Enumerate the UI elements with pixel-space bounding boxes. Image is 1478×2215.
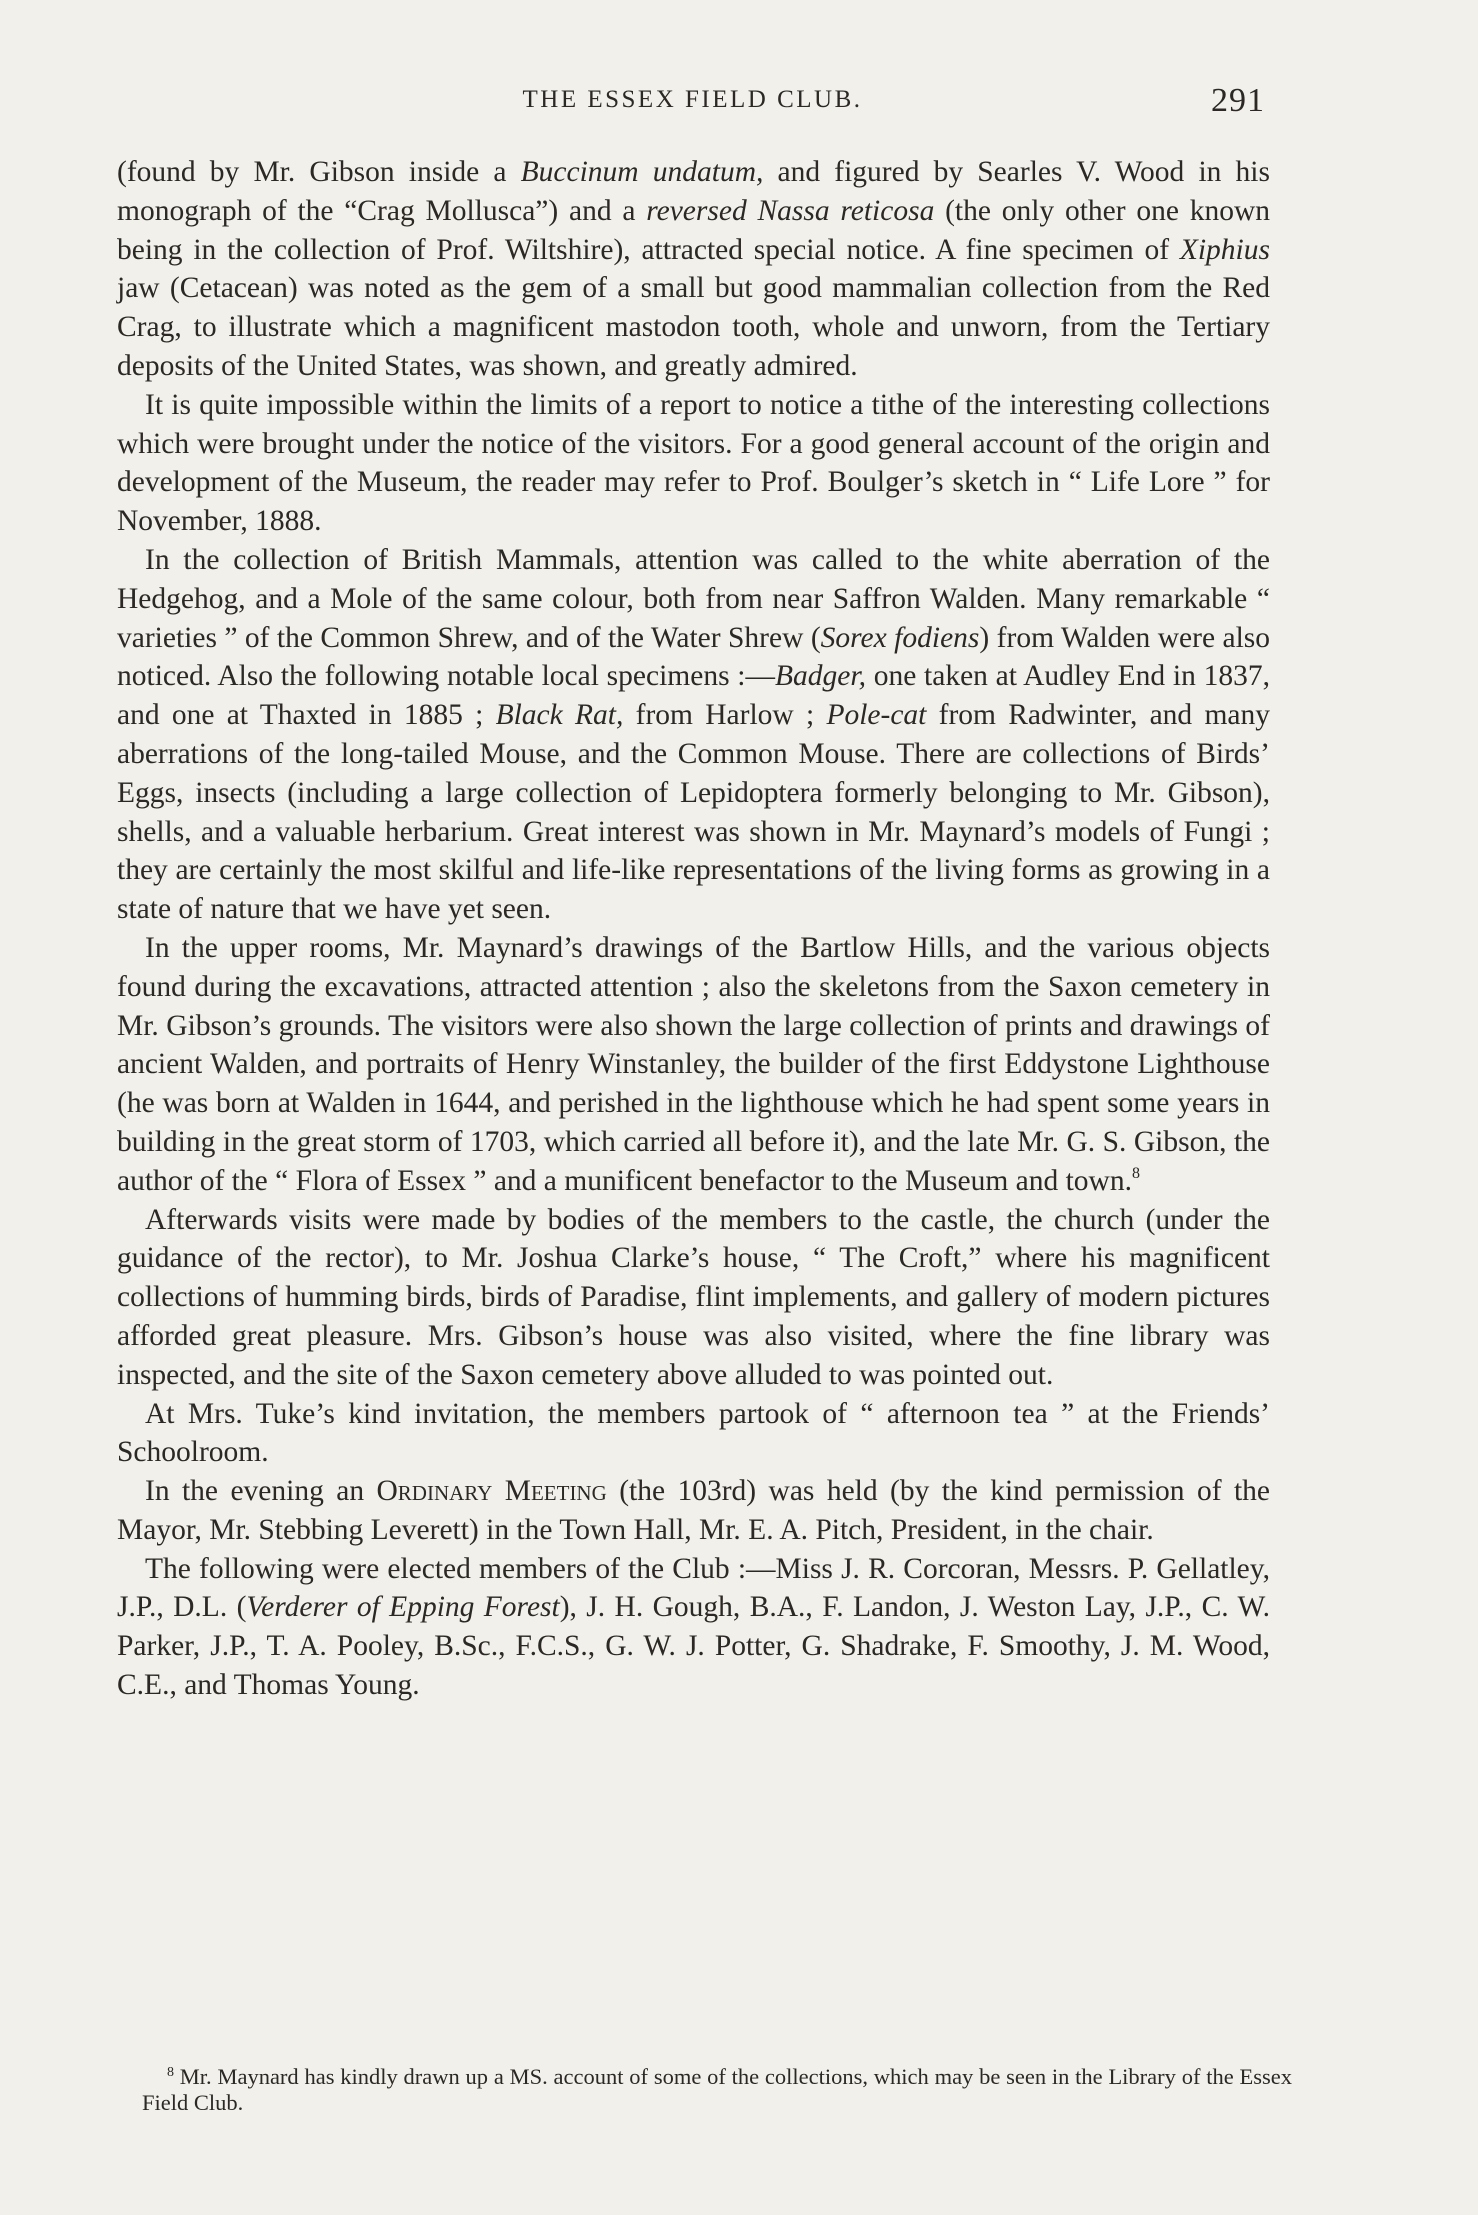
text-run: and figured by Searles V. Wood in his monograph of the “Crag Mollusca”) and a (117, 156, 1270, 227)
page-number: 291 (1211, 82, 1265, 119)
paragraph-upper-rooms (117, 929, 1270, 1201)
text-run: The following were elected members of the Club :—Miss J. R. Corcoran, Messrs. P. Gellatley, J.P., D.L. ( (117, 1552, 1270, 1624)
running-head (120, 82, 1265, 132)
italic-taxon: Buccinum undatum, (520, 156, 764, 188)
paragraph-specimens (117, 153, 1270, 386)
text-run: In the evening an (145, 1475, 377, 1508)
text-run: (found by Mr. Gibson inside a (117, 156, 521, 188)
footnote-marker: 8 (167, 2065, 174, 2080)
small-caps-heading: Ordinary Meeting (376, 1475, 607, 1508)
footnote-text: Mr. Maynard has kindly drawn up a MS. account of some of the collections, which may be seen in the Library of the Essex Field Club. (142, 2064, 1292, 2115)
text-run: In the collection of British Mammals, attention was called to the white aberration of the Hedgehog, and a Mole of the same colour, both from near Saffron Walden. Many remarkable “ varieties ” of the Common Shrew, and of the Water Shrew ( (117, 543, 1270, 654)
footnotes (142, 2064, 1292, 2116)
italic-taxon: reversed Nassa reticosa (646, 194, 935, 227)
text-run: ), J. H. Gough, B.A., F. Landon, J. Weston Lay, J.P., C. W. Parker, J.P., T. A. Pooley, B.Sc., F.C.S., G. W. J. Potter, G. Shadrake, F. Smoothy, J. M. Wood, C.E., and Thomas Young. (117, 1591, 1270, 1702)
paragraph-ordinary-meeting (117, 1472, 1270, 1550)
paragraph-museum-account: It is quite impossible within the limits of a report to notice a tithe of the interesting collections which were brought under the notice of the visitors. For a good general account of the origin and development of the Museum, the reader may refer to Prof. Boulger’s sketch in “ Life Lore ” for November, 1888. (117, 388, 1270, 538)
text-run: from Radwinter, and many aberrations of the long-tailed Mouse, and the Common Mouse. There are collections of Birds’ Eggs, insects (including a large collection of Lepidoptera formerly belonging to Mr. Gibson), shells, and a valuable herbarium. Great interest was shown in Mr. Maynard’s models of Fungi ; they are certainly the most skilful and life-like representations of the living forms as growing in a state of nature that we have yet seen. (117, 699, 1270, 926)
italic-specimen: Badger, (775, 660, 866, 693)
italic-title: Verderer of Epping Forest (246, 1591, 560, 1624)
text-run: ) from Walden were also noticed. Also the following notable local specimens :— (117, 621, 1270, 693)
paragraph-afternoon-tea: At Mrs. Tuke’s kind invitation, the members partook of “ afternoon tea ” at the Friends’ Schoolroom. (117, 1397, 1270, 1469)
body-text (117, 153, 1270, 1705)
footnote-8 (142, 2064, 1292, 2116)
italic-taxon: Xiphius (1179, 233, 1270, 266)
paragraph-elected-members (117, 1550, 1270, 1705)
text-run: (the only other one known being in the collection of Prof. Wiltshire), attracted special notice. A fine specimen of (117, 194, 1271, 266)
text-run: In the upper rooms, Mr. Maynard’s drawings of the Bartlow Hills, and the various objects found during the excavations, attracted attention ; also the skeletons from the Saxon cemetery in Mr. Gibson’s grounds. The visitors were also shown the large collection of prints and drawings of ancient Walden, and portraits of Henry Winstanley, the builder of the first Eddystone Lighthouse (he was born at Walden in 1644, and perished in the lighthouse which he had spent some years in building in the great storm of 1703, which carried all before it), and the late Mr. G. S. Gibson, the author of the “ Flora of Essex ” and a munificent benefactor to the Museum and town. (117, 931, 1270, 1197)
running-title: THE ESSEX FIELD CLUB. (522, 86, 863, 113)
text-run: one taken at Audley End in 1837, and one at Thaxted in 1885 ; (117, 660, 1270, 732)
italic-specimen: Pole-cat (826, 699, 927, 732)
italic-specimen: Black Rat, (495, 699, 624, 732)
text-run: from Harlow ; (623, 699, 827, 732)
footnote-reference: 8 (1131, 1164, 1140, 1182)
paragraph-british-mammals (117, 541, 1270, 929)
italic-taxon: Sorex fodiens (820, 621, 980, 654)
text-run: (the 103rd) was held (by the kind permission of the Mayor, Mr. Stebbing Leverett) in the Town Hall, Mr. E. A. Pitch, President, in the chair. (117, 1475, 1270, 1546)
paragraph-afterwards-visits: Afterwards visits were made by bodies of the members to the castle, the church (under the guidance of the rector), to Mr. Joshua Clarke’s house, “ The Croft,” where his magnificent collections of humming birds, birds of Paradise, flint implements, and gallery of modern pictures afforded great pleasure. Mrs. Gibson’s house was also visited, where the fine library was inspected, and the site of the Saxon cemetery above alluded to was pointed out. (117, 1203, 1270, 1391)
text-run: jaw (Cetacean) was noted as the gem of a small but good mammalian collection from the Red Crag, to illustrate which a magnificent mastodon tooth, whole and unworn, from the Tertiary deposits of the United States, was shown, and greatly admired. (117, 272, 1270, 382)
